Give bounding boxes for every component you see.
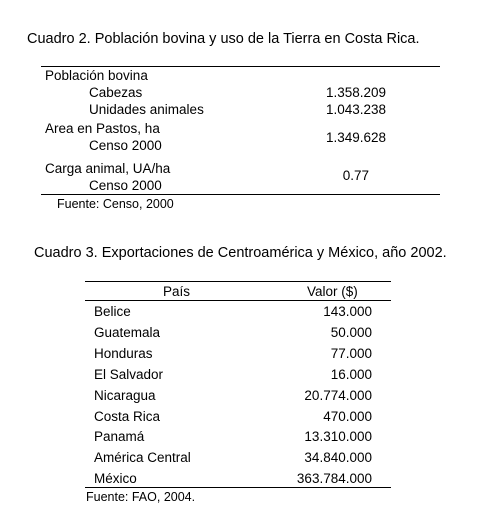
table2-unidades-value: 1.043.238 xyxy=(325,102,386,117)
country-cell: Panamá xyxy=(94,429,145,445)
country-cell: México xyxy=(94,471,137,487)
table-row xyxy=(85,302,391,322)
table2-unidades-label: Unidades animales xyxy=(89,102,204,117)
table3-source: Fuente: FAO, 2004. xyxy=(86,490,196,504)
table-row xyxy=(85,344,391,364)
country-cell: Honduras xyxy=(94,345,153,361)
country-cell: Nicaragua xyxy=(94,387,156,403)
table2-carga-value: 0.77 xyxy=(342,168,369,183)
table-row xyxy=(85,323,391,343)
table3-header-value: Valor ($) xyxy=(307,284,358,299)
table3-header-rule xyxy=(85,300,391,301)
table-row xyxy=(85,407,391,427)
table2-bottom-rule xyxy=(41,194,440,195)
table2-top-rule xyxy=(41,66,440,67)
value-cell: 20.774.000 xyxy=(304,387,372,403)
table3-top-rule xyxy=(85,281,391,282)
table3-bottom-rule xyxy=(85,487,391,488)
table3-header-country: País xyxy=(163,284,191,299)
country-cell: Guatemala xyxy=(94,324,161,340)
value-cell: 16.000 xyxy=(330,366,372,382)
table-row xyxy=(85,386,391,406)
table2-group-poblacion: Población bovina xyxy=(45,68,148,83)
table2-area-sub: Censo 2000 xyxy=(89,138,162,153)
value-cell: 13.310.000 xyxy=(304,429,372,445)
country-cell: Costa Rica xyxy=(94,408,161,424)
country-cell: El Salvador xyxy=(94,366,164,382)
value-cell: 363.784.000 xyxy=(296,471,372,487)
table-row xyxy=(85,448,391,468)
value-cell: 34.840.000 xyxy=(304,450,372,466)
table-row xyxy=(85,365,391,385)
table2-cabezas-label: Cabezas xyxy=(89,85,143,100)
table2-carga-label: Carga animal, UA/ha xyxy=(45,161,171,176)
value-cell: 143.000 xyxy=(323,304,372,319)
table2-title: Cuadro 2. Población bovina y uso de la Tierra en Costa Rica. xyxy=(27,31,420,47)
country-cell: América Central xyxy=(94,450,191,466)
table2-source: Fuente: Censo, 2000 xyxy=(57,197,174,211)
value-cell: 77.000 xyxy=(330,345,372,361)
country-cell: Belice xyxy=(94,304,131,319)
table2-carga-sub: Censo 2000 xyxy=(89,178,162,193)
table2-area-value: 1.349.628 xyxy=(325,130,386,145)
table-row xyxy=(85,427,391,447)
table2-area-label: Area en Pastos, ha xyxy=(45,121,160,136)
table3-title: Cuadro 3. Exportaciones de Centroamérica y México, año 2002. xyxy=(34,245,447,261)
value-cell: 470.000 xyxy=(323,408,372,424)
value-cell: 50.000 xyxy=(330,324,372,340)
table2-cabezas-value: 1.358.209 xyxy=(325,85,386,100)
